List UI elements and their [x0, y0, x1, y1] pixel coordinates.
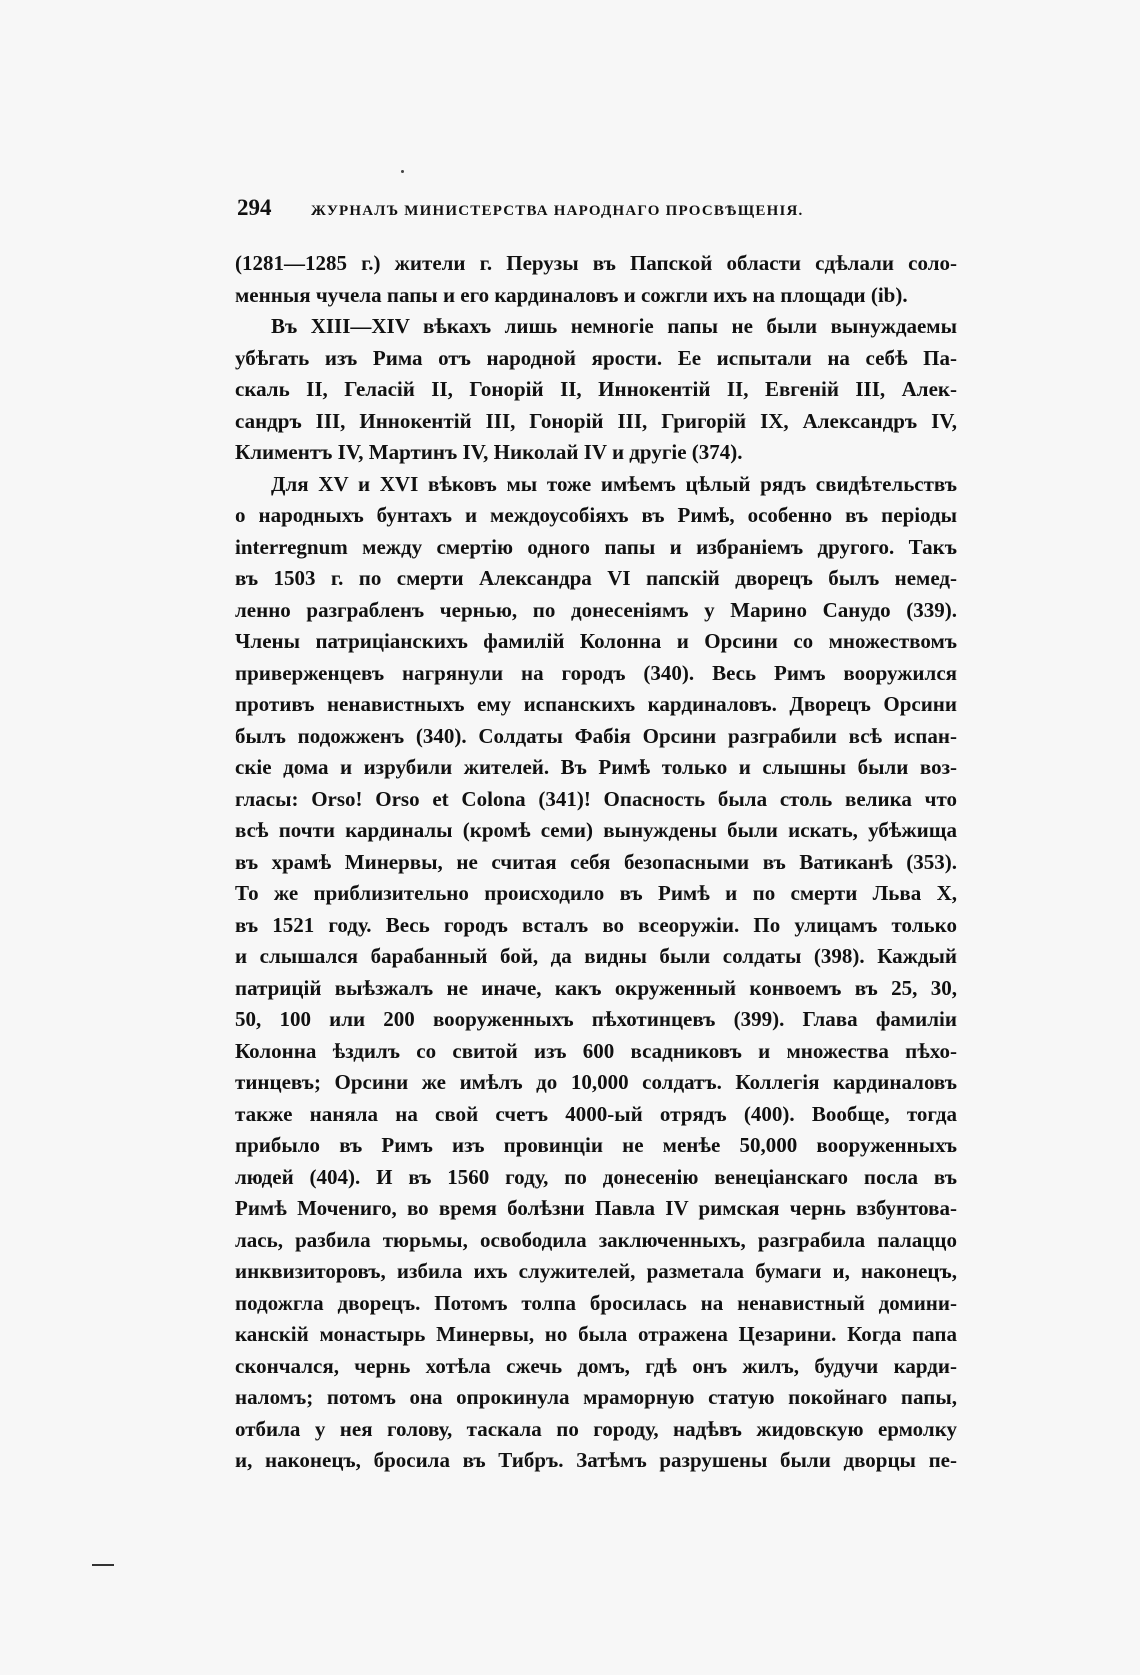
page-number: 294	[237, 195, 272, 220]
text-line: скаль II, Геласій II, Гонорій II, Иннокентій II, Евгеній III, Алек-	[235, 377, 957, 401]
text-line: канскій монастырь Минервы, но была отражена Цезарини. Когда папа	[235, 1322, 957, 1346]
page-header	[237, 195, 957, 225]
text-line: Колонна ѣздилъ со свитой изъ 600 всадниковъ и множества пѣхо-	[235, 1038, 957, 1063]
text-line: отбила у нея голову, таскала по городу, надѣвъ жидовскую ермолку	[235, 1416, 957, 1441]
text-line: ленно разграбленъ чернью, по донесеніямъ у Марино Санудо (339).	[235, 597, 957, 622]
text-line: скіе дома и изрубили жителей. Въ Римѣ только и слышны были воз-	[235, 755, 957, 779]
text-line: всѣ почти кардиналы (кромѣ семи) вынуждены были искать, убѣжища	[235, 818, 957, 842]
text-line: лась, разбила тюрьмы, освободила заключенныхъ, разграбила палаццо	[235, 1227, 957, 1252]
text-line: То же приблизительно происходило въ Римѣ и по смерти Льва X,	[235, 881, 957, 905]
text-line: interregnum между смертію одного папы и избраніемъ другого. Такъ	[235, 534, 957, 559]
text-line: сандръ III, Иннокентій III, Гонорій III, Григорій IX, Александръ IV,	[235, 408, 957, 433]
text-line: и слышался барабанный бой, да видны были солдаты (398). Каждый	[235, 944, 957, 968]
text-line: прибыло въ Римъ изъ провинціи не менѣе 50,000 вооруженныхъ	[235, 1133, 957, 1157]
text-line: наломъ; потомъ она опрокинула мраморную статую покойнаго папы,	[235, 1385, 957, 1409]
text-line: противъ ненавистныхъ ему испанскихъ кардиналовъ. Дворецъ Орсини	[235, 692, 957, 716]
text-line: тинцевъ; Орсини же имѣлъ до 10,000 солдатъ. Коллегія кардиналовъ	[235, 1070, 957, 1094]
text-line: гласы: Orso! Orso et Colona (341)! Опасность была столь велика что	[235, 786, 957, 811]
text-line: и, наконецъ, бросила въ Тибръ. Затѣмъ разрушены были дворцы пе-	[235, 1448, 957, 1472]
text-line: въ 1521 году. Весь городъ всталъ во всеоружіи. По улицамъ только	[235, 912, 957, 937]
text-line: подожгла дворецъ. Потомъ толпа бросилась на ненавистный домини-	[235, 1290, 957, 1315]
text-line: людей (404). И въ 1560 году, по донесенію венеціанскаго посла въ	[235, 1164, 957, 1189]
text-line: приверженцевъ нагрянули на городъ (340). Весь Римъ вооружился	[235, 660, 957, 685]
text-line: убѣгать изъ Рима отъ народной ярости. Ее испытали на себѣ Па-	[235, 345, 957, 370]
text-line: о народныхъ бунтахъ и междоусобіяхъ въ Римѣ, особенно въ періоды	[235, 503, 957, 527]
text-line: 50, 100 или 200 вооруженныхъ пѣхотинцевъ (399). Глава фамиліи	[235, 1007, 957, 1031]
text-line: Члены патриціанскихъ фамилій Колонна и Орсини со множествомъ	[235, 629, 957, 653]
text-line: въ храмѣ Минервы, не считая себя безопасными въ Ватиканѣ (353).	[235, 849, 957, 874]
text-line: Римѣ Мочениго, во время болѣзни Павла IV римская чернь взбунтова-	[235, 1196, 957, 1220]
running-head: ЖУРНАЛЪ МИНИСТЕРСТВА НАРОДНАГО ПРОСВѢЩЕНІЯ.	[311, 203, 804, 219]
body-text	[235, 248, 957, 1477]
margin-mark	[92, 1564, 114, 1566]
text-line: менныя чучела папы и его кардиналовъ и сожгли ихъ на площади (ib).	[235, 282, 908, 307]
ink-speck	[401, 170, 404, 173]
text-line: (1281—1285 г.) жители г. Перузы въ Папской области сдѣлали соло-	[235, 251, 957, 275]
text-line: Въ XIII—XIV вѣкахъ лишь немногіе папы не были вынуждаемы	[271, 314, 957, 338]
text-line: патрицій выѣзжалъ не иначе, какъ окруженный конвоемъ въ 25, 30,	[235, 975, 957, 1000]
text-line: также наняла на свой счетъ 4000-ый отрядъ (400). Вообще, тогда	[235, 1101, 957, 1126]
text-line: былъ подожженъ (340). Солдаты Фабія Орсини разграбили всѣ испан-	[235, 723, 957, 748]
text-line: скончался, чернь хотѣла сжечь домъ, гдѣ онъ жилъ, будучи карди-	[235, 1353, 957, 1378]
text-line: инквизиторовъ, избила ихъ служителей, разметала бумаги и, наконецъ,	[235, 1259, 957, 1283]
text-line: Для XV и XVI вѣковъ мы тоже имѣемъ цѣлый рядъ свидѣтельствъ	[271, 471, 957, 496]
text-line: Климентъ IV, Мартинъ IV, Николай IV и другіе (374).	[235, 440, 743, 464]
text-line: въ 1503 г. по смерти Александра VI папскій дворецъ былъ немед-	[235, 566, 957, 590]
